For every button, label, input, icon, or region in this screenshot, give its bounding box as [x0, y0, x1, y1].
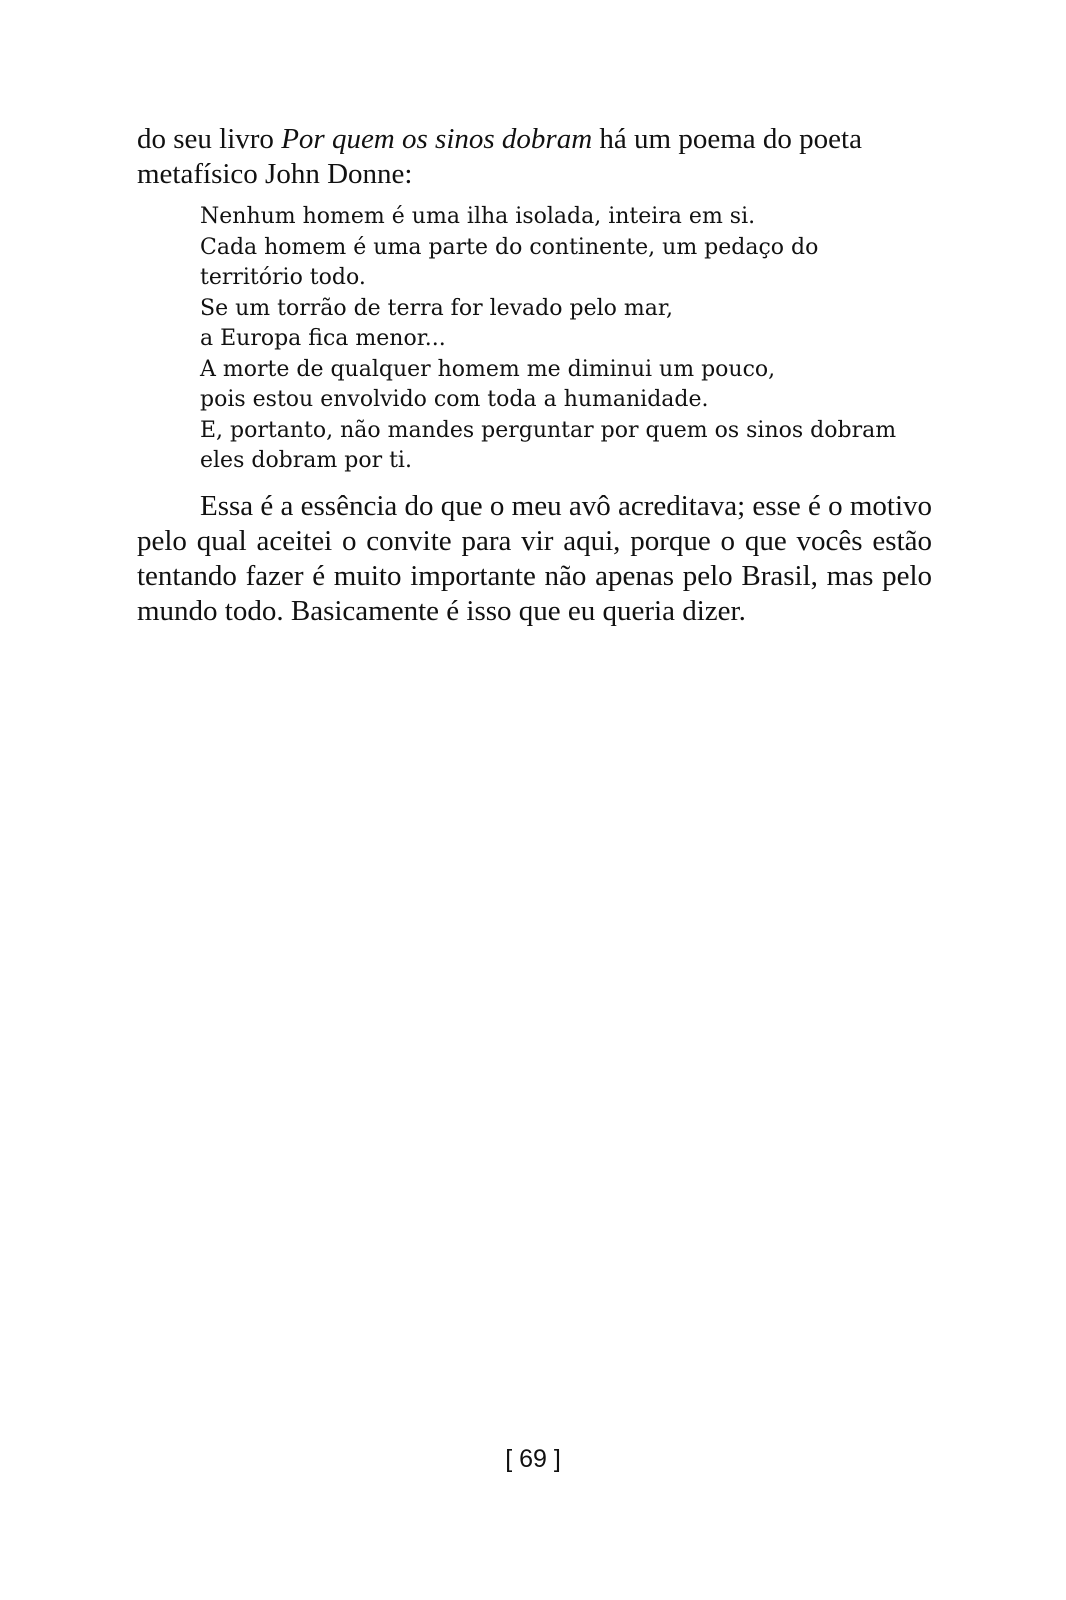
poem-line: A morte de qualquer homem me diminui um pouco, [200, 356, 776, 382]
poem-line: E, portanto, não mandes perguntar por quem os sinos dobram [200, 417, 897, 443]
closing-paragraph: Essa é a essência do que o meu avô acreditava; esse é o motivo pelo qual aceitei o convite para vir aqui, porque o que vocês estão tentando fazer é muito importante não apenas pelo Brasil, mas pelo mundo todo. Basicamente é isso que eu queria dizer. [137, 490, 932, 627]
page-number: [ 69 ] [505, 1445, 561, 1473]
poem-line: Cada homem é uma parte do continente, um pedaço do [200, 234, 819, 260]
poem-line: a Europa fica menor... [200, 326, 446, 351]
poem-line: território todo. [200, 265, 366, 290]
intro-text-before-title: do seu livro [137, 123, 282, 155]
poem-quote [200, 202, 940, 477]
poem-line: eles dobram por ti. [200, 448, 412, 473]
poem-line: pois estou envolvido com toda a humanidade. [200, 387, 709, 412]
poem-line: Se um torrão de terra for levado pelo mar, [200, 295, 673, 321]
intro-paragraph [137, 122, 932, 192]
book-title: Por quem os sinos dobram [281, 123, 593, 155]
poem-line: Nenhum homem é uma ilha isolada, inteira em si. [200, 204, 756, 229]
intro-text-after-title: há um poema do poeta metafísico John Donne: [137, 123, 862, 190]
